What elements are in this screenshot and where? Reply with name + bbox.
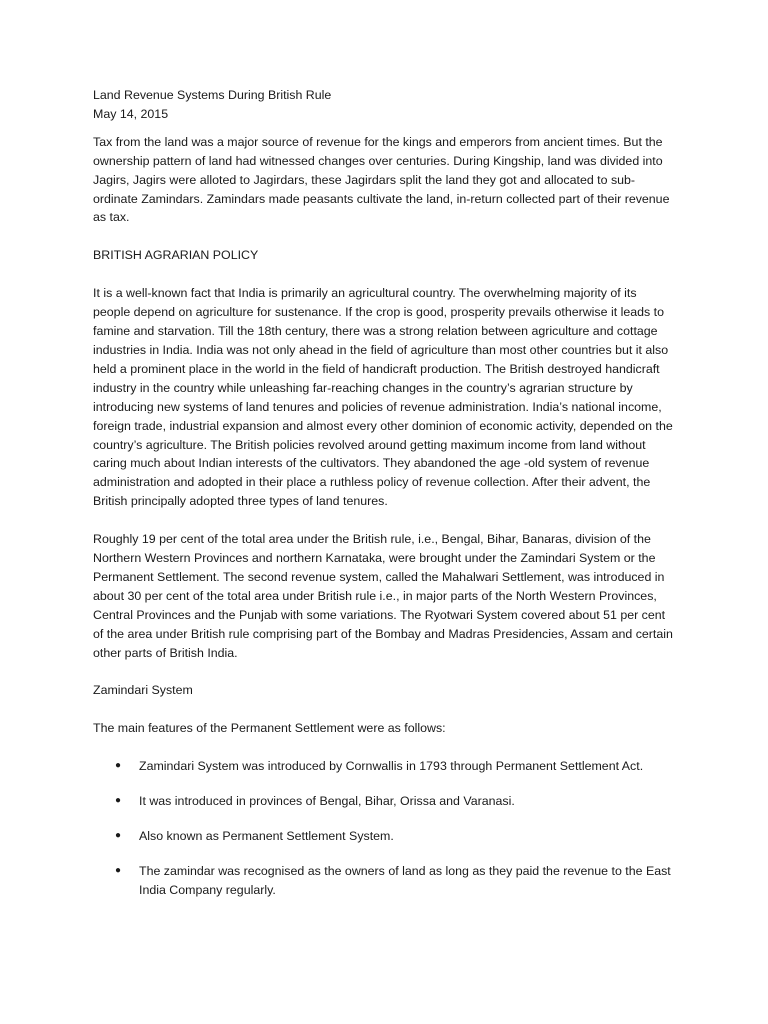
bullet-icon: ● bbox=[115, 795, 122, 807]
features-list bbox=[93, 757, 675, 900]
list-item bbox=[93, 792, 675, 811]
title-block bbox=[93, 86, 675, 124]
list-item bbox=[93, 827, 675, 846]
bullet-icon: ● bbox=[115, 760, 122, 772]
document-page bbox=[93, 86, 675, 916]
section-heading-zamindari: Zamindari System bbox=[93, 683, 193, 698]
bullet-icon: ● bbox=[115, 865, 122, 876]
agrarian-policy-paragraph: It is a well-known fact that India is primarily an agricultural country. The overwhelming majority of its people depend on agriculture for sustenance. If the crop is good, prosperity prevails otherwise it leads to famine and starvation. Till the 18th century, there was a strong relation between agriculture and cottage industries in India. India was not only ahead in the field of agriculture than most other countries but it also held a prominent place in the world in the field of handicraft production. The British destroyed handicraft industry in the country while unleashing far-reaching changes in the country’s agrarian structure by introducing new systems of land tenures and policies of revenue administration. India’s national income, foreign trade, industrial expansion and almost every other dominion of economic activity, depended on the country’s agriculture. The British policies revolved around getting maximum income from land without caring much about Indian interests of the cultivators. They abandoned the age -old system of revenue administration and adopted in their place a ruthless policy of revenue collection. After their advent, the British principally adopted three types of land tenures. bbox=[93, 286, 673, 509]
list-item bbox=[93, 862, 675, 900]
land-tenures-paragraph: Roughly 19 per cent of the total area under the British rule, i.e., Bengal, Bihar, Banaras, division of the Northern Western Provinces and northern Karnataka, were brought under the Zamindari System or the Permanent Settlement. The second revenue system, called the Mahalwari Settlement, was introduced in about 30 per cent of the total area under British rule i.e., in major parts of the North Western Provinces, Central Provinces and the Punjab with some variations. The Ryotwari System covered about 51 per cent of the area under British rule comprising part of the Bombay and Madras Presidencies, Assam and certain other parts of British India. bbox=[93, 532, 673, 660]
list-item-text: The zamindar was recognised as the owners of land as long as they paid the revenue to the East India Company regularly. bbox=[139, 864, 671, 897]
section-heading-agrarian-policy: BRITISH AGRARIAN POLICY bbox=[93, 248, 259, 263]
intro-paragraph: Tax from the land was a major source of revenue for the kings and emperors from ancient times. But the ownership pattern of land had witnessed changes over centuries. During Kingship, land was divided into Jagirs, Jagirs were alloted to Jagirdars, these Jagirdars split the land they got and allocated to sub-ordinate Zamindars. Zamindars made peasants cultivate the land, in-return collected part of their revenue as tax. bbox=[93, 134, 670, 225]
document-date: May 14, 2015 bbox=[93, 106, 169, 121]
document-title: Land Revenue Systems During British Rule bbox=[93, 88, 332, 102]
list-item bbox=[93, 757, 675, 776]
zamindari-intro: The main features of the Permanent Settlement were as follows: bbox=[93, 721, 446, 736]
list-item-text: Zamindari System was introduced by Cornwallis in 1793 through Permanent Settlement Act. bbox=[139, 759, 644, 774]
list-item-text: It was introduced in provinces of Bengal, Bihar, Orissa and Varanasi. bbox=[139, 794, 515, 809]
list-item-text: Also known as Permanent Settlement System. bbox=[139, 829, 394, 844]
bullet-icon: ● bbox=[115, 830, 122, 842]
